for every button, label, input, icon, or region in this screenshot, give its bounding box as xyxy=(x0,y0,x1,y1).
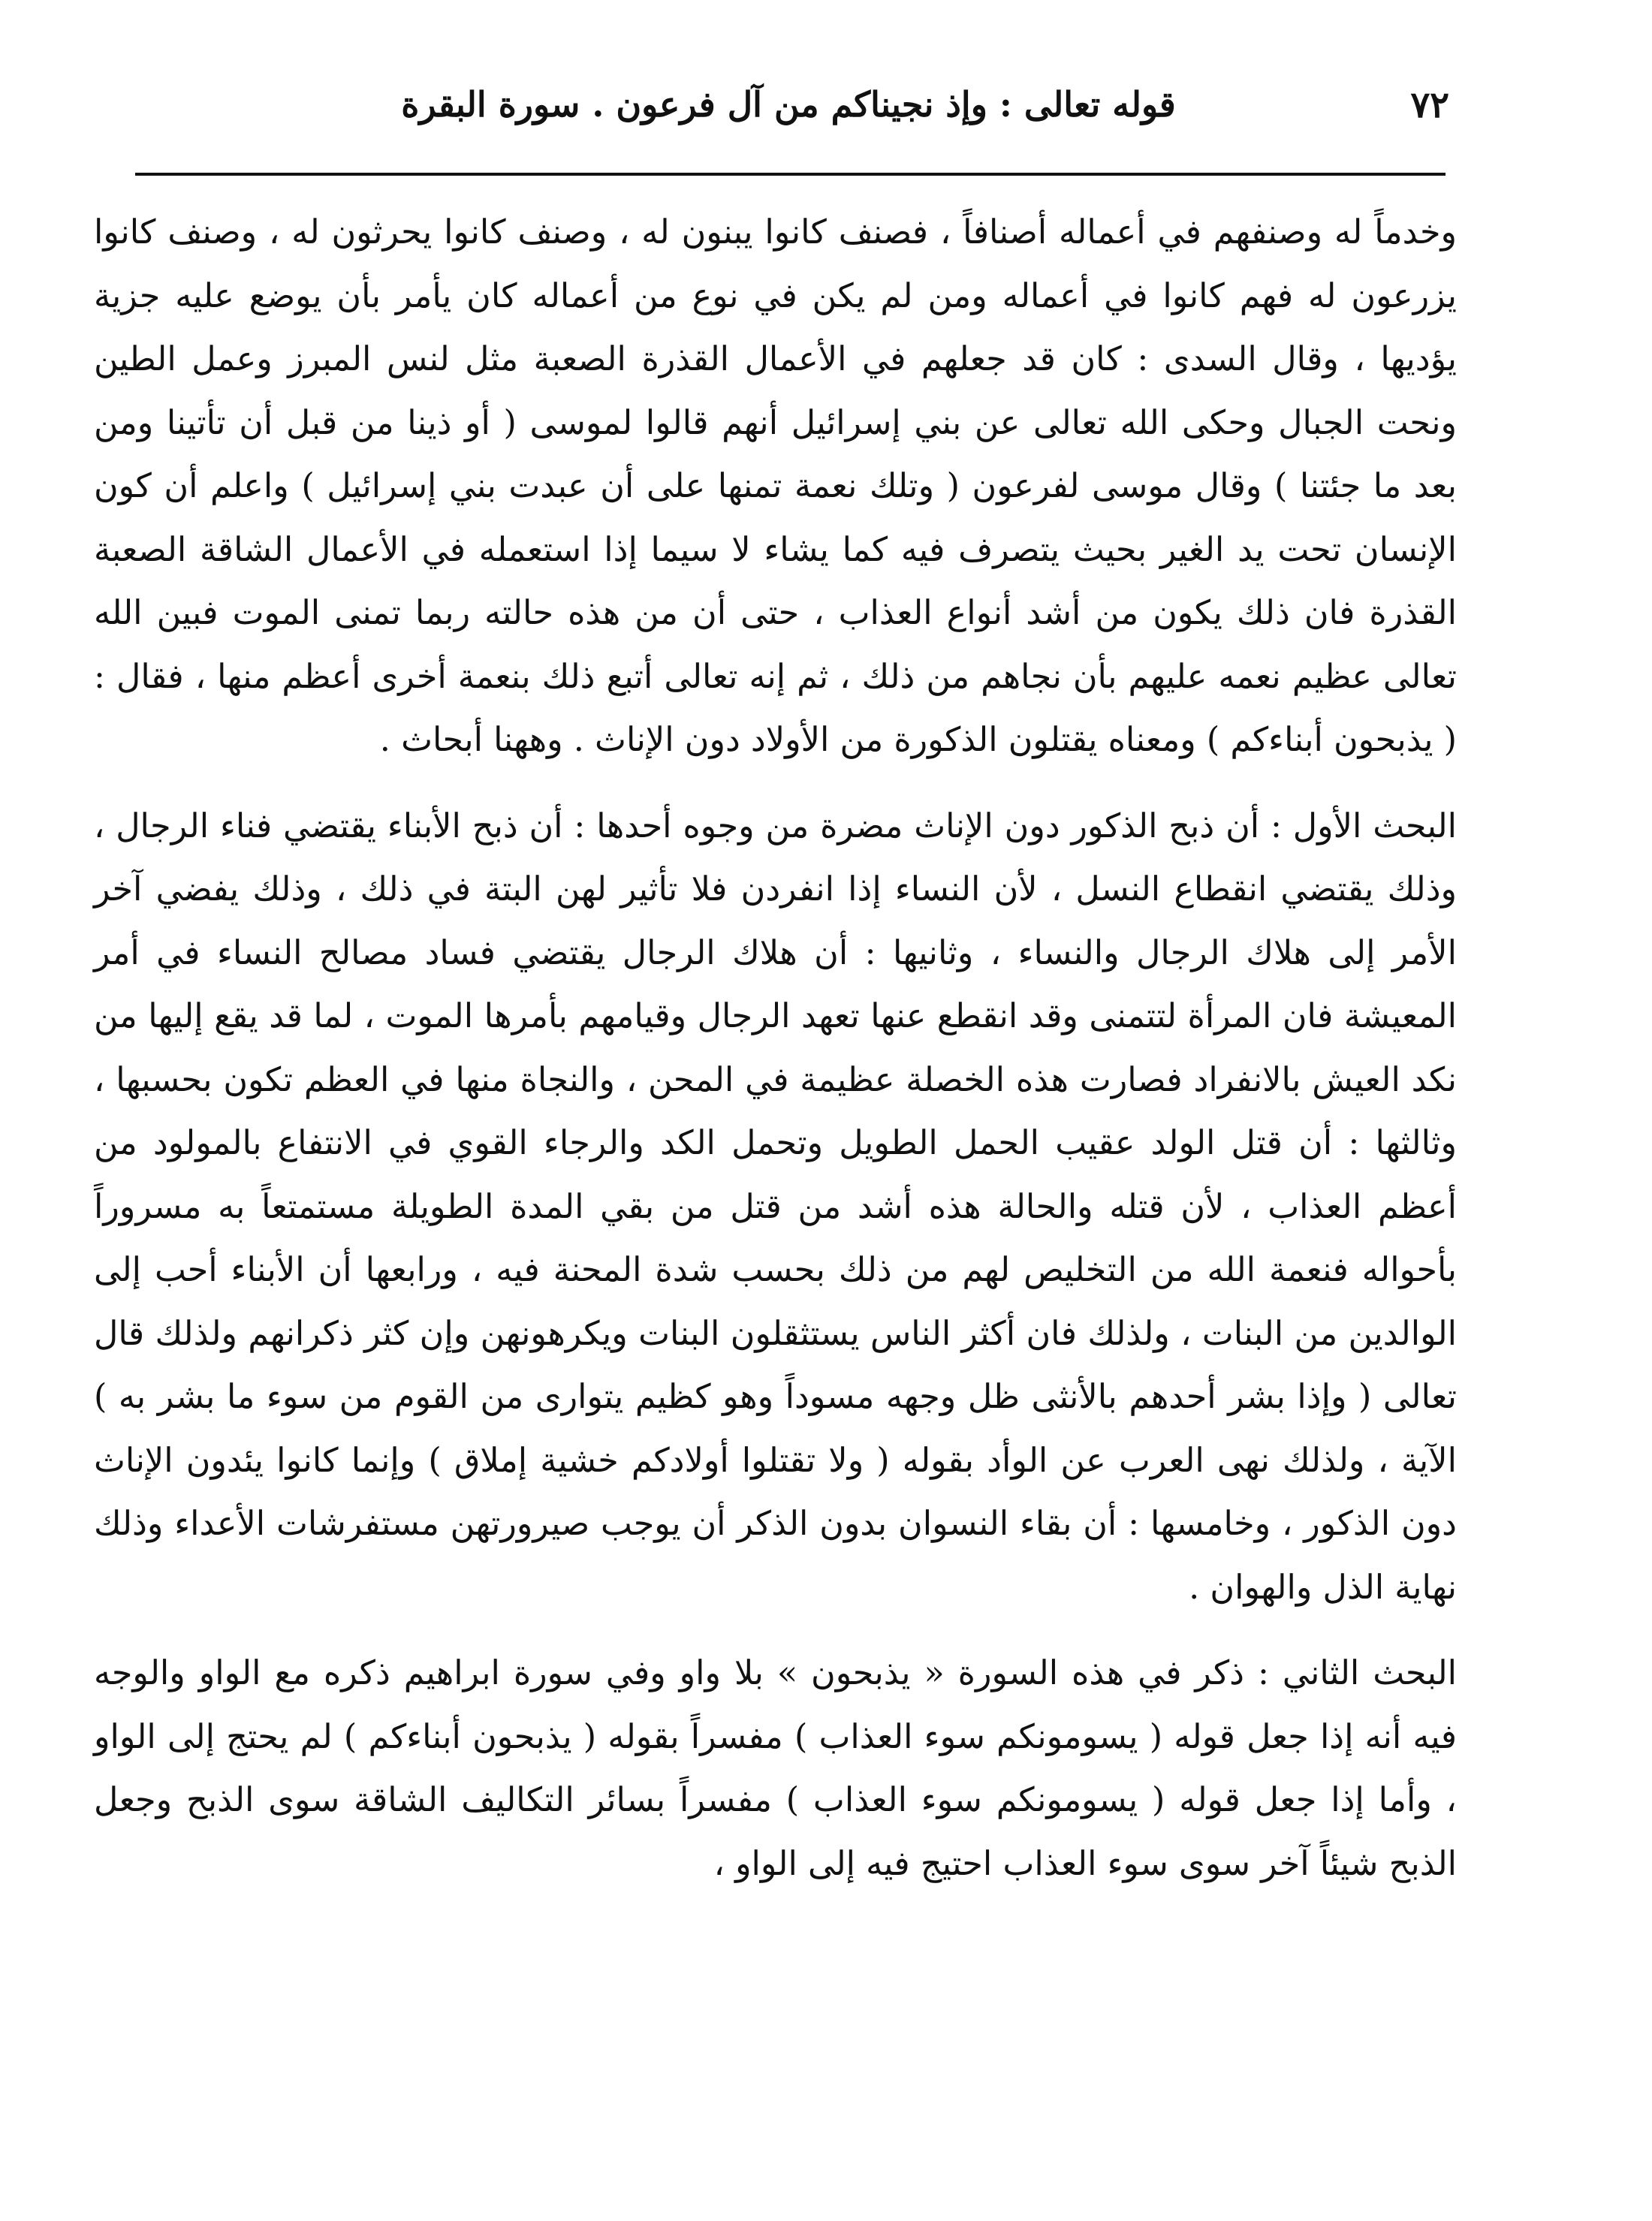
paragraph-second-discussion: البحث الثاني : ذكر في هذه السورة « يذبحون » بلا واو وفي سورة ابراهيم ذكره مع الواو والوجه فيه أنه إذا جعل قوله ( يسومونكم سوء العذاب ) مفسراً بقوله ( يذبحون أبناءكم ) لم يحتج إلى الواو ، وأما إذا جعل قوله ( يسومونكم سوء العذاب ) مفسراً بسائر التكاليف الشاقة سوى الذبح وجعل الذبح شيئاً آخر سوى سوء العذاب احتيج فيه إلى الواو ، xyxy=(94,1654,1457,1883)
page-number: ٧٢ xyxy=(1410,84,1449,126)
paragraph-first-discussion: البحث الأول : أن ذبح الذكور دون الإناث مضرة من وجوه أحدها : أن ذبح الأبناء يقتضي فناء الرجال ، وذلك يقتضي انقطاع النسل ، لأن النساء إذا انفردن فلا تأثير لهن البتة في ذلك ، وذلك يفضي آخر الأمر إلى هلاك الرجال والنساء ، وثانيها : أن هلاك الرجال يقتضي فساد مصالح النساء في أمر المعيشة فان المرأة لتتمنى وقد انقطع عنها تعهد الرجال وقيامهم بأمرها الموت ، لما قد يقع إليها من نكد العيش بالانفراد فصارت هذه الخصلة عظيمة في المحن ، والنجاة منها في العظم تكون بحسبها ، وثالثها : أن قتل الولد عقيب الحمل الطويل وتحمل الكد والرجاء القوي في الانتفاع بالمولود من أعظم العذاب ، لأن قتله والحالة هذه أشد من قتل من بقي المدة الطويلة مستمتعاً به مسروراً بأحواله فنعمة الله من التخليص لهم من ذلك بحسب شدة المحنة فيه ، ورابعها أن الأبناء أحب إلى الوالدين من البنات ، ولذلك فان أكثر الناس يستثقلون البنات ويكرهونهن وإن كثر ذكرانهم ولذلك قال تعالى ( وإذا بشر أحدهم بالأنثى ظل وجهه مسوداً وهو كظيم يتوارى من القوم من سوء ما بشر به ) الآية ، ولذلك نهى العرب عن الوأد بقوله ( ولا تقتلوا أولادكم خشية إملاق ) وإنما كانوا يئدون الإناث دون الذكور ، وخامسها : أن بقاء النسوان بدون الذكر أن يوجب صيرورتهن مستفرشات الأعداء وذلك نهاية الذل والهوان . xyxy=(94,806,1457,1607)
body-text xyxy=(94,201,1457,1896)
header-divider xyxy=(135,173,1446,176)
running-title: قوله تعالى : وإذ نجيناكم من آل فرعون . سورة البقرة xyxy=(401,84,1176,125)
page-header xyxy=(128,69,1449,152)
paragraph-intro: وخدماً له وصنفهم في أعماله أصنافاً ، فصنف كانوا يبنون له ، وصنف كانوا يحرثون له ، وصنف كانوا يزرعون له فهم كانوا في أعماله ومن لم يكن في نوع من أعماله كان يأمر بأن يوضع عليه جزية يؤديها ، وقال السدى : كان قد جعلهم في الأعمال القذرة الصعبة مثل لنس المبرز وعمل الطين ونحت الجبال وحكى الله تعالى عن بني إسرائيل أنهم قالوا لموسى ( أو ذينا من قبل أن تأتينا ومن بعد ما جئتنا ) وقال موسى لفرعون ( وتلك نعمة تمنها على أن عبدت بني إسرائيل ) واعلم أن كون الإنسان تحت يد الغير بحيث يتصرف فيه كما يشاء لا سيما إذا استعمله في الأعمال الشاقة الصعبة القذرة فان ذلك يكون من أشد أنواع العذاب ، حتى أن من هذه حالته ربما تمنى الموت فبين الله تعالى عظيم نعمه عليهم بأن نجاهم من ذلك ، ثم إنه تعالى أتبع ذلك بنعمة أخرى أعظم منها ، فقال : ( يذبحون أبناءكم ) ومعناه يقتلون الذكورة من الأولاد دون الإناث . وههنا أبحاث . xyxy=(94,213,1457,759)
